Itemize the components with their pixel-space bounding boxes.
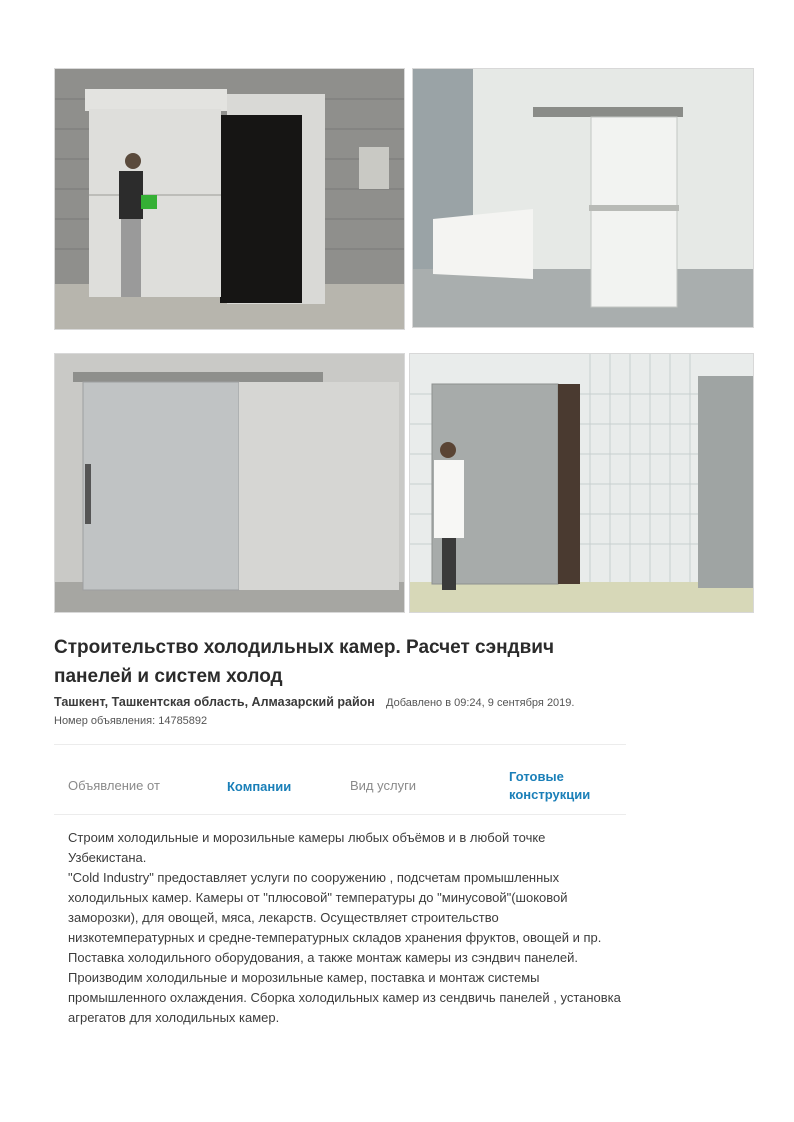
divider	[54, 744, 626, 745]
ad-number: Номер объявления: 14785892	[54, 715, 208, 727]
param-label-seller-type: Объявление от	[68, 778, 160, 793]
param-value-service-type-line1: Готовые	[509, 769, 564, 784]
location[interactable]: Ташкент, Ташкентская область, Алмазарский район	[54, 695, 375, 709]
added-date: Добавлено в 09:24, 9 сентября 2019.	[386, 697, 575, 709]
param-value-seller-type[interactable]: Компании	[227, 779, 292, 794]
cold-room-photo-1[interactable]	[54, 68, 405, 330]
param-value-service-type[interactable]	[509, 768, 590, 804]
description-paragraph: Строим холодильные и морозильные камеры любых объёмов и в любой точке Узбекистана.	[68, 830, 546, 865]
param-value-service-type-line2: конструкции	[509, 787, 591, 802]
cold-room-photo-4[interactable]	[409, 353, 754, 613]
description-paragraph: Производим холодильные и морозильные камер, поставка и монтаж системы промышленного охлаждения. Сборка холодильных камер из сендвичь панелей , установка агрегатов для холодильных камер.	[68, 970, 621, 1025]
listing-description	[68, 828, 624, 1028]
description-paragraph: "Cold Industry" предоставляет услуги по сооружению , подсчетам промышленных холодильных камер. Камеры от "плюсовой" температуры до "минусовой"(шоковой заморозки), для овощей, мяса, лекарств. Осуществляет строительство низкотемпературных и средне-температурных складов хранения фруктов, овощей и пр.	[68, 870, 602, 945]
description-paragraph: Поставка холодильного оборудования, а также монтаж камеры из сэндвич панелей.	[68, 950, 579, 965]
divider	[54, 814, 626, 815]
cold-room-photo-3[interactable]	[54, 353, 405, 613]
listing-params	[54, 758, 626, 810]
cold-room-photo-2[interactable]	[412, 68, 754, 328]
param-label-service-type: Вид услуги	[350, 778, 417, 793]
listing-title: Строительство холодильных камер. Расчет сэндвич панелей и систем холод	[54, 637, 555, 687]
location-line	[54, 695, 375, 709]
